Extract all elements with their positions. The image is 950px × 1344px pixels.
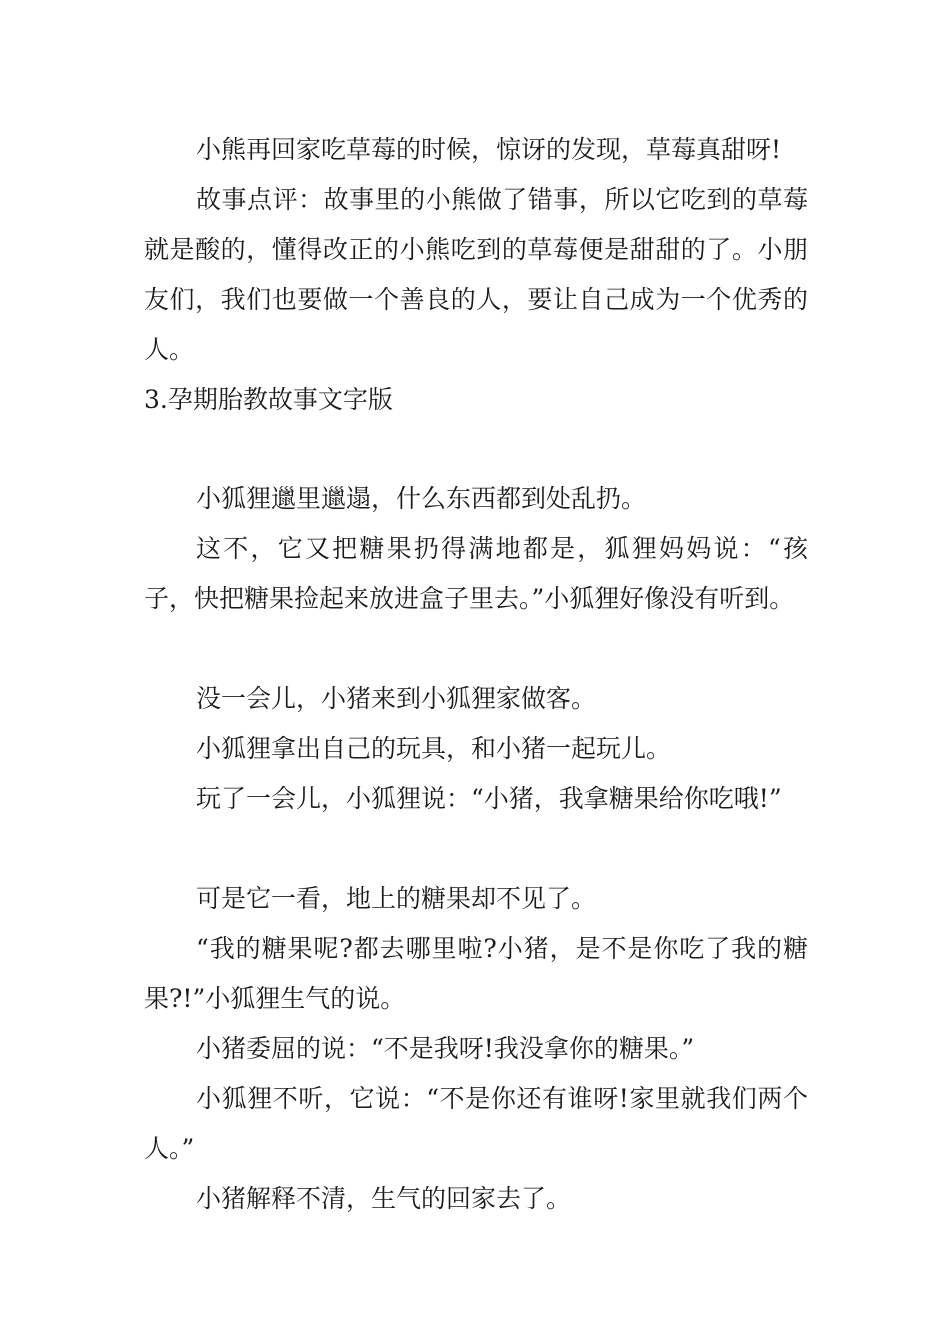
section-heading: 3.孕期胎教故事文字版 xyxy=(144,385,393,414)
story-paragraph-1: 小狐狸邋里邋遢，什么东西都到处乱扔。 xyxy=(196,484,647,513)
story-paragraph-10: 小猪解释不清，生气的回家去了。 xyxy=(196,1184,572,1213)
story-paragraph-8: 小猪委屈的说：“不是我呀!我没拿你的糖果。” xyxy=(196,1034,695,1063)
story-paragraph-3: 没一会儿，小猪来到小狐狸家做客。 xyxy=(196,684,597,713)
story-paragraph-6: 可是它一看，地上的糖果却不见了。 xyxy=(196,884,597,913)
story-paragraph-2: 这不，它又把糖果扔得满地都是，狐狸妈妈说：“孩子，快把糖果捡起来放进盒子里去。”小狐狸好像没有听到。 xyxy=(144,534,808,613)
story-paragraph-5: 玩了一会儿，小狐狸说：“小猪，我拿糖果给你吃哦!” xyxy=(196,784,782,813)
story-paragraph-9: 小狐狸不听，它说：“不是你还有谁呀!家里就我们两个人。” xyxy=(144,1084,808,1163)
story-paragraph-7: “我的糖果呢?都去哪里啦?小猪，是不是你吃了我的糖果?!”小狐狸生气的说。 xyxy=(144,934,808,1013)
story-paragraph-4: 小狐狸拿出自己的玩具，和小猪一起玩儿。 xyxy=(196,734,672,763)
paragraph-strawberry-sweet: 小熊再回家吃草莓的时候，惊讶的发现，草莓真甜呀! xyxy=(196,135,782,164)
paragraph-story-comment: 故事点评：故事里的小熊做了错事，所以它吃到的草莓就是酸的，懂得改正的小熊吃到的草莓便是甜甜的了。小朋友们，我们也要做一个善良的人，要让自己成为一个优秀的人。 xyxy=(144,185,808,364)
